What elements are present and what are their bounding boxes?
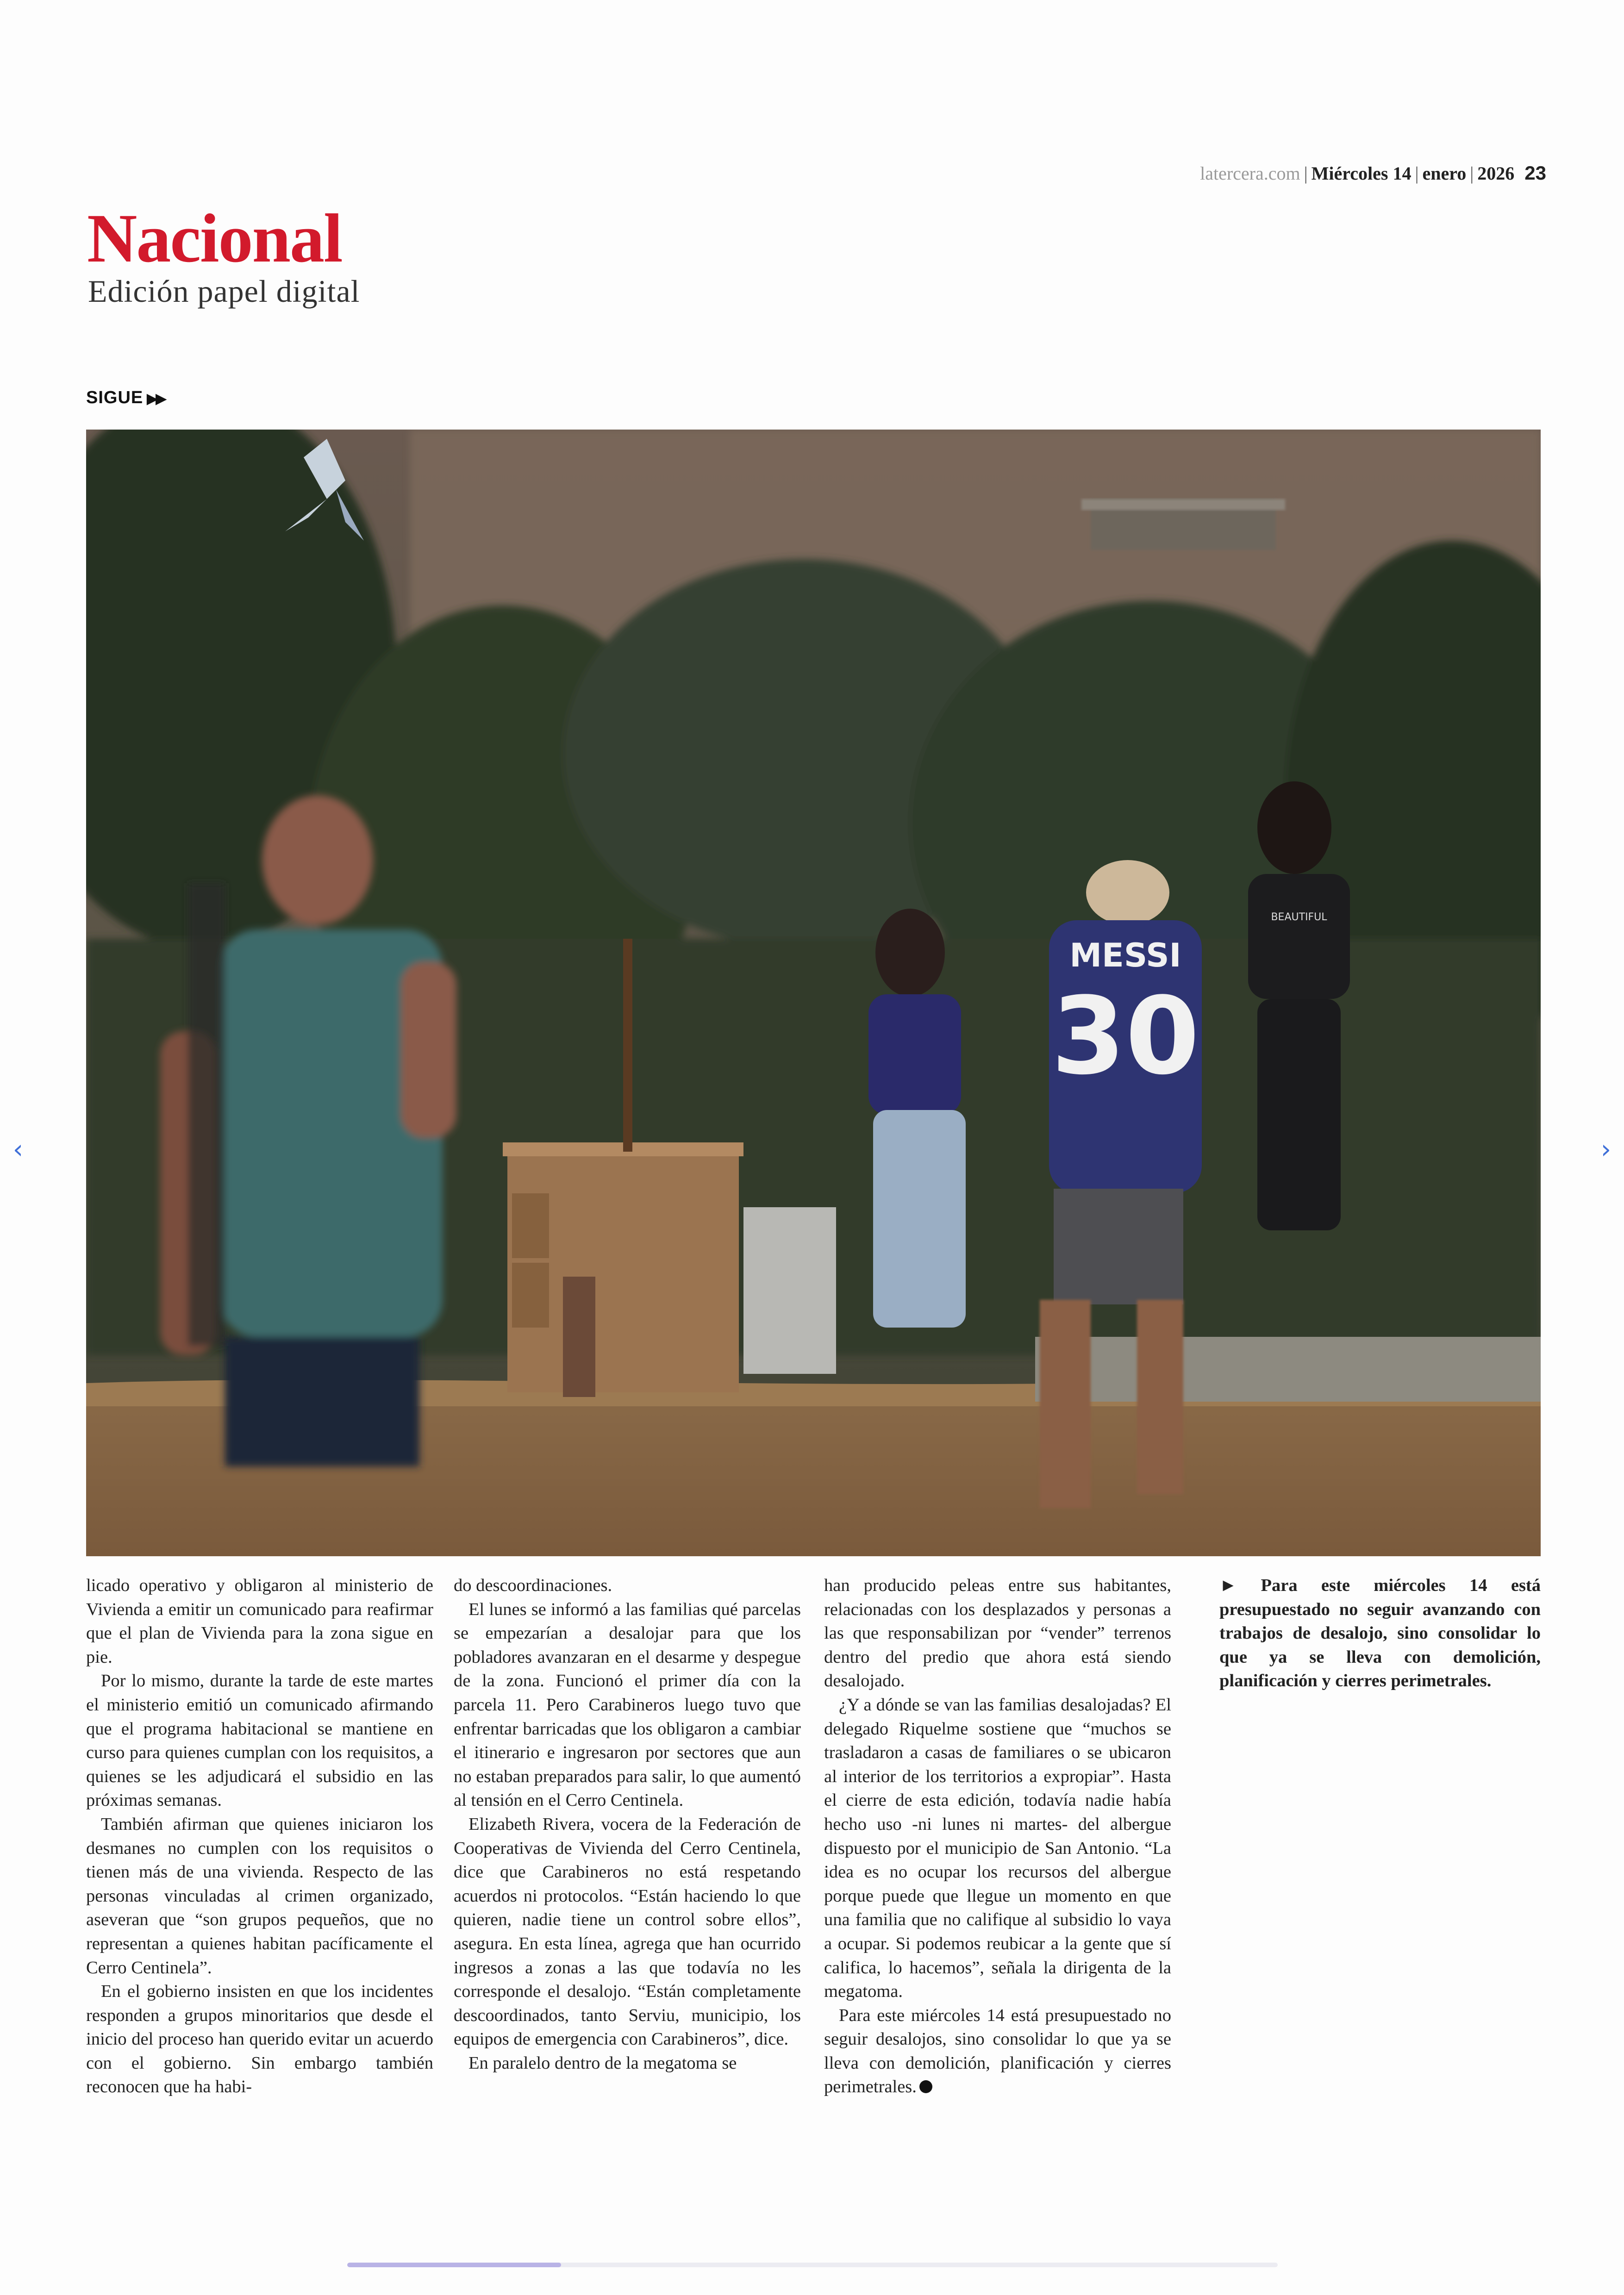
highlight-text: ► Para este miércoles 14 está presupuestado no seguir avanzando con trabajos de desalojo, sino consolidar lo que ya se lleva con demolición, planificación y cierres perimetrales. [1219,1576,1541,1691]
page-meta [1200,162,1546,184]
sidebar-highlight [1219,1574,1541,1693]
jersey-number: 30 [1051,975,1200,1098]
article-column-3 [824,1574,1171,2099]
paragraph: También afirman que quienes iniciaron los desmanes no cumplen con los requisitos o tienen más de una vivienda. Respecto de las personas vinculadas al crimen organizado, aseveran que “son grupos pequeños, que no representan a quienes habitan pacíficamente el Cerro Centinela”. [86,1814,433,1977]
article-column-1 [86,1574,433,2099]
news-photo [86,430,1541,1556]
paragraph: Por lo mismo, durante la tarde de este martes el ministerio emitió un comunicado afirmando que el programa habitacional se mantiene en curso para quienes cumplan con los requisitos, a quienes se les adjudicará el subsidio en las próximas semanas. [86,1671,433,1810]
article-column-2 [454,1574,801,2075]
reading-progress-bar[interactable] [347,2263,1278,2267]
site-name: latercera.com [1200,163,1300,184]
chevron-right-icon: › [1600,1134,1612,1165]
shirt-text: BEAUTIFUL [1271,911,1327,923]
issue-month: enero [1422,163,1467,184]
jersey-name: MESSI [1069,936,1181,974]
section-subtitle: Edición papel digital [88,274,360,309]
progress-fill [347,2263,561,2267]
next-page-button[interactable] [1590,1133,1622,1166]
paragraph-text: Para este miércoles 14 está presupuestado no seguir desalojos, sino consolidar lo que ya se lleva con demolición, planificación y cierres perimetrales. [824,2005,1171,2097]
double-arrow-icon: ▶▶ [147,391,165,406]
end-of-article-icon [919,2080,932,2093]
issue-date: Miércoles 14 [1311,163,1412,184]
issue-year: 2026 [1477,163,1515,184]
continues-text: SIGUE [86,388,144,407]
paragraph: ¿Y a dónde se van las familias desalojadas? El delegado Riquelme sostiene que “muchos se trasladaron a casas de familiares o se ubicaron al interior de los territorios a expropiar”. Hasta el cierre de esta edición, todavía nadie había hecho uso -ni lunes ni martes- del albergue dispuesto por el municipio de San Antonio. “La idea es no ocupar los recursos del albergue porque puede que llegue un momento en que una familia que no califique al subsidio lo vaya a ocupar. Si podemos reubicar a la gente que sí califica, lo hacemos”, señala la dirigenta de la megatoma. [824,1695,1171,2002]
paragraph: Elizabeth Rivera, vocera de la Federación de Cooperativas de Vivienda del Cerro Centinela, dice que Carabineros no está respetando acuerdos ni protocolos. “Están haciendo lo que quieren, nadie tiene un control sobre ellos”, asegura. En esta línea, agrega que han ocurrido ingresos a zonas a las que todavía no les corresponde el desalojo. “Están completamente descoordinados, tanto Serviu, municipio, los equipos de emergencia con Carabineros”, dice. [454,1814,801,2049]
previous-page-button[interactable] [2,1133,34,1166]
concrete-ledge [1035,1337,1541,1402]
paragraph [824,2004,1171,2099]
section-title: Nacional [87,200,342,277]
separator: | [1470,163,1474,184]
appliance [743,1207,836,1374]
paragraph: En el gobierno insisten en que los incidentes responden a grupos minoritarios que desde el inicio del proceso han querido evitar un acuerdo con el gobierno. Sin embargo también reconocen que ha habi- [86,1982,433,2097]
coat-rack [623,939,632,1152]
continues-label [86,388,164,408]
photo-illustration [86,430,1541,1556]
paragraph: En paralelo dentro de la megatoma se [468,2053,737,2073]
paragraph: han producido peleas entre sus habitantes, relacionadas con los desplazados y personas a las que responsabilizan por “vender” terrenos dentro del predio que ahora está siendo desalojado. [824,1576,1171,1691]
paragraph: do descoordinaciones. [454,1576,612,1595]
page-number: 23 [1524,162,1546,184]
paragraph: El lunes se informó a las familias qué parcelas se empezarían a desalojar para que los pobladores avanzaran en el desarme y despegue de la zona. Funcionó el primer día con la parcela 11. Pero Carabineros luego tuvo que enfrentar barricadas que los obligaron a cambiar el itinerario e ingresaron por sectores que aun no estaban preparados para salir, lo que aumentó al tensión en el Cerro Centinela. [454,1599,801,1810]
separator: | [1415,163,1419,184]
paragraph: licado operativo y obligaron al ministerio de Vivienda a emitir un comunicado para reafirmar que el plan de Vivienda para la zona sigue en pie. [86,1576,433,1667]
separator: | [1304,163,1308,184]
chevron-left-icon: ‹ [12,1134,24,1165]
